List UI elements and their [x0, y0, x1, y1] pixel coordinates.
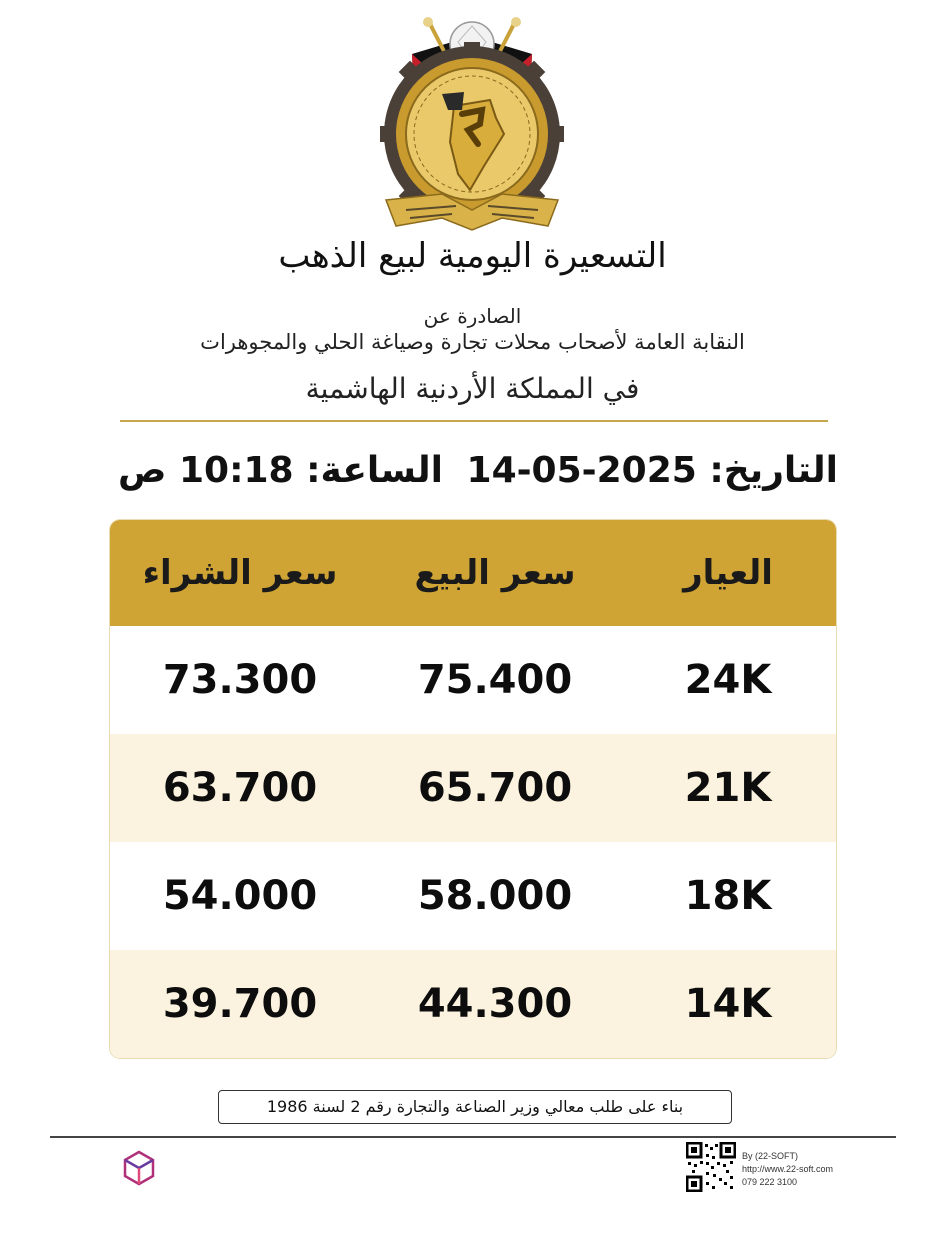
sell-price-cell: 58.000	[417, 873, 573, 919]
page-title: التسعيرة اليومية لبيع الذهب	[278, 236, 667, 276]
credit-phone: 079 222 3100	[742, 1177, 798, 1187]
karat-cell: 24K	[684, 657, 772, 703]
karat-cell: 18K	[684, 873, 772, 919]
credit-by: By (22-SOFT)	[742, 1151, 799, 1161]
buy-price-cell: 73.300	[162, 657, 318, 703]
date-time-row	[118, 450, 838, 496]
developer-credit	[742, 1150, 833, 1189]
table-header	[110, 520, 836, 626]
header-sell-price: سعر البيع	[414, 553, 576, 593]
qr-code-icon[interactable]	[686, 1142, 736, 1192]
time-value: 10:18 ص	[118, 450, 294, 491]
time-block	[118, 450, 443, 491]
sell-price-cell: 75.400	[417, 657, 573, 703]
country-name: في المملكة الأردنية الهاشمية	[305, 372, 640, 405]
date-block	[467, 450, 838, 491]
sell-price-cell: 65.700	[417, 765, 573, 811]
date-label: التاريخ:	[709, 450, 838, 491]
buy-price-cell: 39.700	[162, 981, 318, 1027]
credit-url[interactable]: http://www.22-soft.com	[742, 1164, 834, 1174]
table-row	[110, 950, 836, 1058]
ministry-note: بناء على طلب معالي وزير الصناعة والتجارة رقم 2 لسنة 1986	[218, 1090, 732, 1124]
date-value: 14-05-2025	[466, 450, 697, 491]
header-buy-price: سعر الشراء	[142, 553, 338, 593]
header-karat: العيار	[683, 553, 773, 593]
gold-divider	[120, 420, 828, 422]
table-row	[110, 842, 836, 950]
union-emblem-logo	[372, 14, 572, 234]
brand-cube-icon	[122, 1150, 156, 1190]
time-label: الساعة:	[306, 450, 443, 491]
table-row	[110, 626, 836, 734]
karat-cell: 21K	[684, 765, 772, 811]
table-row	[110, 734, 836, 842]
issued-by-label: الصادرة عن	[423, 304, 522, 328]
footer-divider	[50, 1136, 896, 1138]
price-table	[110, 520, 836, 1058]
issuer-name: النقابة العامة لأصحاب محلات تجارة وصياغة الحلي والمجوهرات	[200, 330, 745, 354]
karat-cell: 14K	[684, 981, 772, 1027]
buy-price-cell: 54.000	[162, 873, 318, 919]
buy-price-cell: 63.700	[162, 765, 318, 811]
sell-price-cell: 44.300	[417, 981, 573, 1027]
